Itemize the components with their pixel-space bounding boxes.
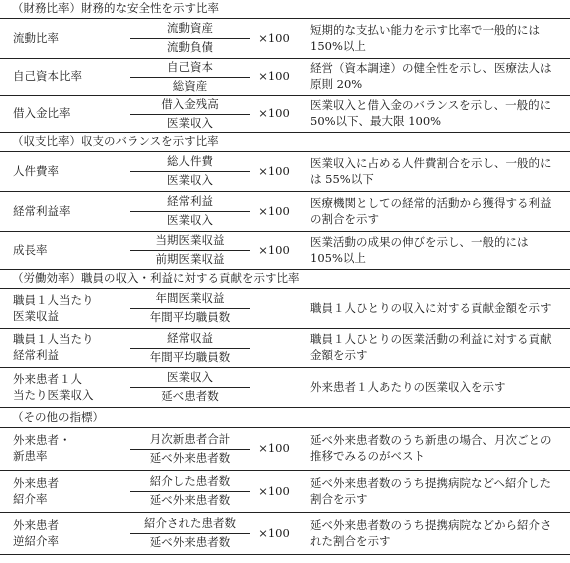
fraction-bar: [130, 348, 250, 349]
table-row: [0, 59, 570, 96]
table-row: [0, 471, 570, 513]
formula-denominator: 延べ外来患者数: [149, 535, 231, 549]
formula-numerator: 総人件費: [167, 154, 213, 169]
formula-numerator: 自己資本: [167, 59, 213, 74]
ratio-formula: [130, 232, 250, 269]
fraction-bar: [130, 308, 250, 309]
formula-multiplier: ×100: [258, 242, 290, 257]
table-row: [0, 19, 570, 59]
ratio-description: [310, 59, 556, 95]
section-header: （収支比率）収支のバランスを示す比率: [0, 133, 570, 152]
table-row: [0, 192, 570, 232]
table-row: [0, 289, 570, 329]
formula-multiplier: ×100: [258, 203, 290, 218]
formula-denominator: 前期医業収益: [155, 252, 225, 266]
fraction-bar: [130, 250, 250, 251]
formula-numerator: 経常収益: [167, 330, 213, 345]
formula-multiplier: ×100: [258, 441, 290, 456]
description-text: 延べ外来患者数のうち提携病院などへ紹介した割合を示す: [310, 475, 552, 506]
fraction-bar: [130, 491, 250, 492]
ratio-name: 自己資本比率: [13, 69, 82, 84]
description-text: 医業収入に占める人件費割合を示し、一般的には 55%以下: [310, 155, 552, 186]
ratio-name: 外来患者 逆紹介率: [13, 517, 59, 548]
section-header: （労働効率）職員の収入・利益に対する貢献を示す比率: [0, 270, 570, 289]
ratio-name: 職員１人当たり 経常利益: [13, 332, 94, 362]
ratio-description: [310, 192, 556, 231]
formula-multiplier: ×100: [258, 525, 290, 540]
description-text: 経営（資本調達）の健全性を示し、医療法人は原則 20%: [310, 61, 552, 91]
formula-numerator: 年間医業収益: [155, 291, 225, 306]
ratio-formula: [130, 428, 250, 470]
description-text: 職員１人ひとりの医業活動の利益に対する貢献金額を示す: [310, 332, 552, 362]
ratio-description: [310, 19, 556, 58]
ratio-description: [310, 368, 556, 407]
fraction-bar: [130, 77, 250, 78]
table-row: [0, 232, 570, 270]
ratio-formula: [130, 96, 250, 132]
formula-multiplier: ×100: [258, 163, 290, 178]
ratio-name: 借入金比率: [13, 106, 71, 121]
formula-denominator: 延べ患者数: [161, 389, 219, 403]
formula-denominator: 医業収入: [167, 213, 213, 227]
ratio-formula: [130, 192, 250, 231]
ratio-description: [310, 329, 556, 367]
fraction-bar: [130, 171, 250, 172]
formula-multiplier: ×100: [258, 106, 290, 121]
table-row: [0, 368, 570, 408]
description-text: 医療機関としての経常的活動から獲得する利益の割合を示す: [310, 195, 552, 226]
fraction-bar: [130, 387, 250, 388]
formula-numerator: 当期医業収益: [155, 233, 225, 248]
formula-denominator: 年間平均職員数: [149, 310, 231, 324]
ratio-formula: [130, 152, 250, 191]
fraction-bar: [130, 211, 250, 212]
formula-denominator: 年間平均職員数: [149, 349, 231, 364]
ratio-formula: [130, 19, 250, 58]
ratio-formula: [130, 368, 250, 407]
formula-numerator: 経常利益: [167, 194, 213, 209]
ratio-name: 外来患者 紹介率: [13, 475, 59, 506]
ratio-name: 流動比率: [13, 30, 59, 45]
description-text: 医業収入と借入金のバランスを示し、一般的に 50%以下、最大限 100%: [310, 98, 552, 128]
formula-numerator: 紹介した患者数: [149, 474, 231, 489]
ratio-description: [310, 96, 556, 132]
formula-numerator: 借入金残高: [161, 96, 219, 111]
ratio-name: 経常利益率: [13, 203, 71, 218]
formula-multiplier: ×100: [258, 69, 290, 84]
formula-multiplier: ×100: [258, 483, 290, 498]
ratio-description: [310, 289, 556, 328]
ratio-formula: [130, 329, 250, 367]
formula-denominator: 医業収入: [167, 173, 213, 187]
fraction-bar: [130, 38, 250, 39]
description-text: 職員１人ひとりの収入に対する貢献金額を示す: [310, 300, 552, 315]
ratio-description: [310, 513, 556, 554]
table-row: [0, 513, 570, 555]
ratio-formula: [130, 289, 250, 328]
ratio-description: [310, 471, 556, 512]
ratio-name: 外来患者・ 新患率: [13, 433, 71, 463]
description-text: 医業活動の成果の伸びを示し、一般的には 105%以上: [310, 234, 529, 265]
formula-numerator: 月次新患者合計: [149, 431, 231, 446]
formula-numerator: 紹介された患者数: [144, 516, 236, 531]
table-row: [0, 329, 570, 368]
ratio-name: 人件費率: [13, 163, 59, 178]
formula-multiplier: [250, 368, 298, 407]
formula-multiplier: ×100: [258, 30, 290, 45]
fraction-bar: [130, 533, 250, 534]
formula-numerator: 医業収入: [167, 370, 213, 385]
formula-multiplier: [250, 289, 298, 328]
table-row: [0, 428, 570, 471]
formula-denominator: 流動負債: [167, 40, 213, 54]
fraction-bar: [130, 114, 250, 115]
ratio-name: 成長率: [13, 242, 48, 257]
ratio-description: [310, 428, 556, 470]
formula-numerator: 流動資産: [167, 21, 213, 36]
description-text: 延べ外来患者数のうち提携病院などから紹介された割合を示す: [310, 517, 552, 548]
ratio-name: 外来患者１人 当たり医業収入: [13, 371, 94, 402]
ratio-formula: [130, 59, 250, 95]
formula-denominator: 医業収入: [167, 115, 213, 130]
ratio-formula: [130, 471, 250, 512]
formula-denominator: 総資産: [172, 78, 208, 93]
ratio-formula: [130, 513, 250, 554]
formula-multiplier: [250, 329, 298, 367]
formula-denominator: 延べ外来患者数: [149, 493, 231, 507]
table-row: [0, 96, 570, 133]
section-header: （財務比率）財務的な安全性を示す比率: [0, 0, 570, 19]
ratio-description: [310, 232, 556, 269]
ratio-description: [310, 152, 556, 191]
table-row: [0, 152, 570, 192]
description-text: 短期的な支払い能力を示す比率で一般的には 150%以上: [310, 22, 540, 53]
description-text: 延べ外来患者数のうち新患の場合、月次ごとの推移でみるのがベスト: [310, 433, 552, 463]
fraction-bar: [130, 449, 250, 450]
description-text: 外来患者１人あたりの医業収入を示す: [310, 379, 506, 394]
ratio-name: 職員１人当たり 医業収益: [13, 292, 94, 323]
formula-denominator: 延べ外来患者数: [149, 450, 231, 465]
section-header: （その他の指標）: [0, 408, 570, 428]
